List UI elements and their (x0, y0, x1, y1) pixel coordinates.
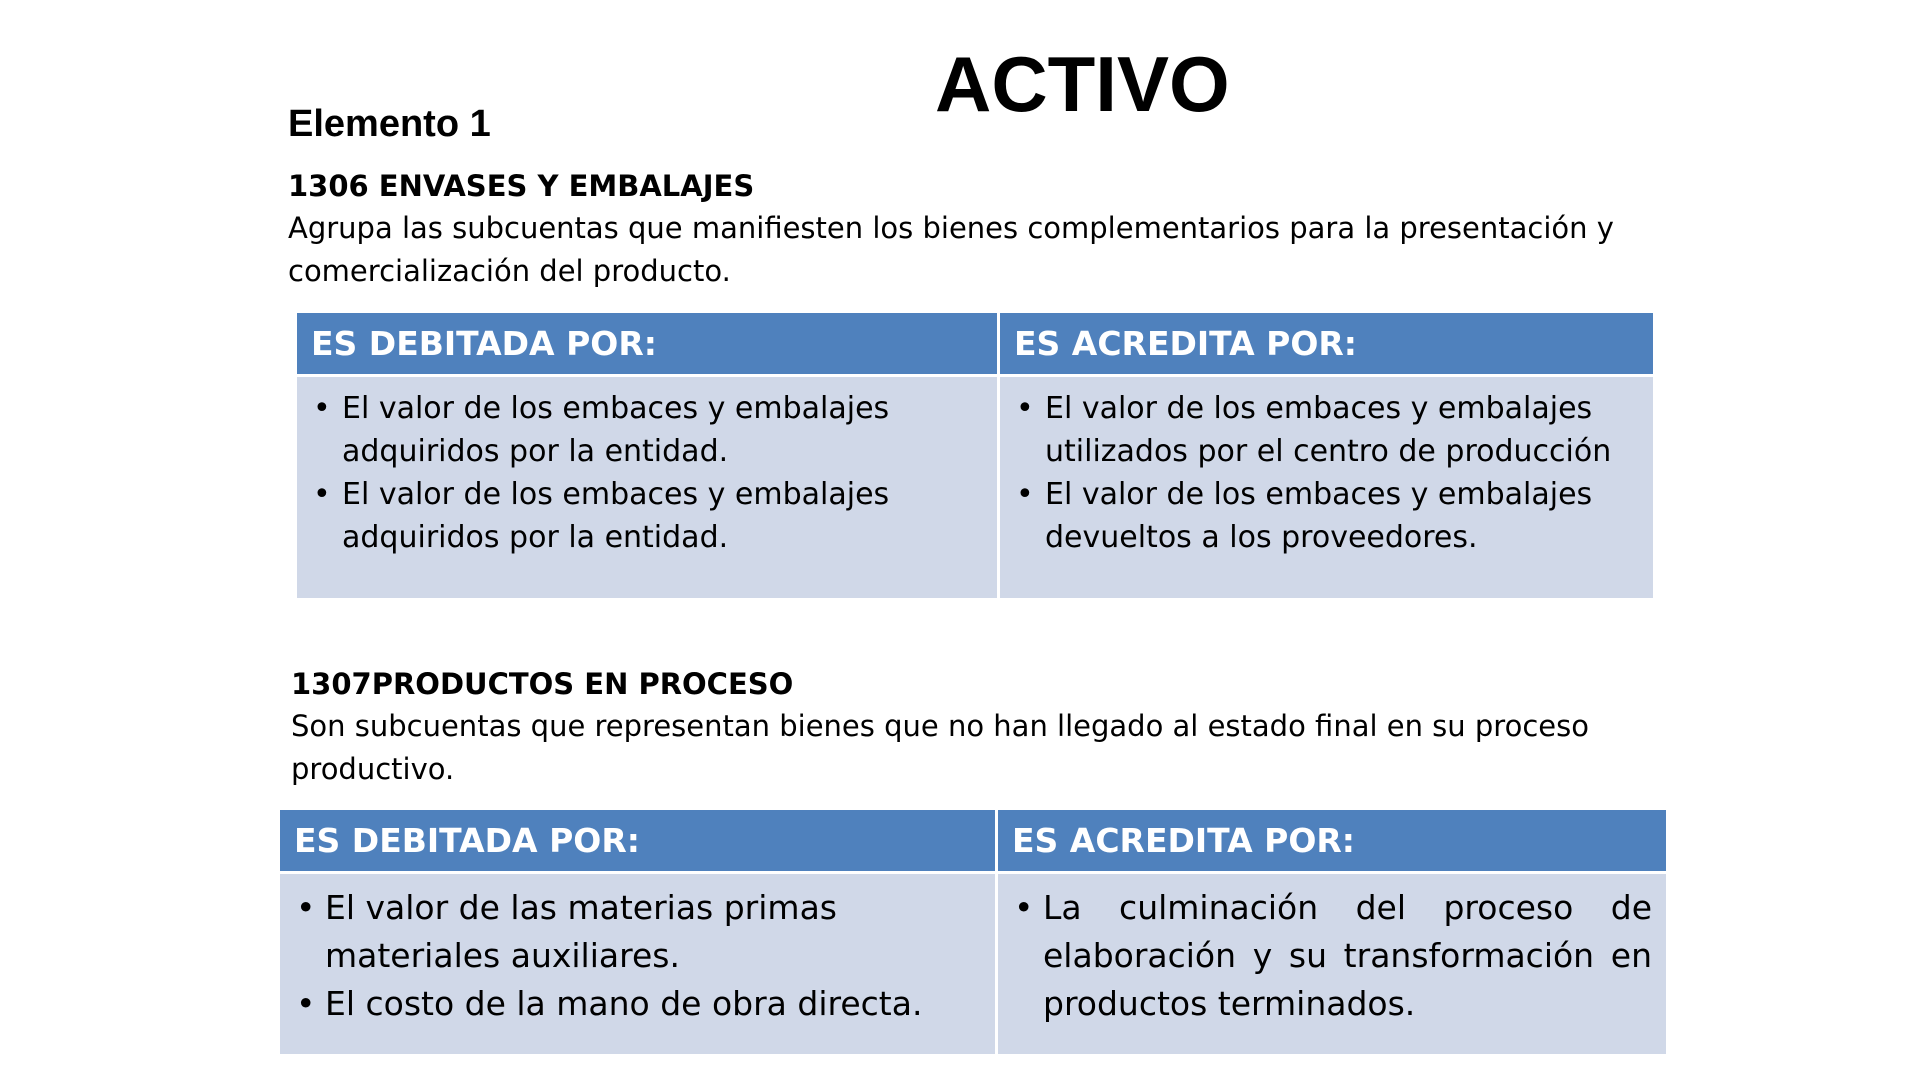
credit-header: ES ACREDITA POR: (999, 312, 1655, 376)
debit-header: ES DEBITADA POR: (279, 809, 997, 873)
debit-header: ES DEBITADA POR: (296, 312, 999, 376)
element-label: Elemento 1 (288, 103, 491, 145)
account-table-1306 (294, 310, 1656, 601)
list-item: • La culminación del proceso de elaboración y su transformación en productos terminados. (1012, 884, 1652, 1028)
section-1306 (288, 165, 1668, 293)
section-1307 (291, 663, 1631, 791)
credit-header: ES ACREDITA POR: (997, 809, 1668, 873)
list-item: • El valor de los embaces y embalajes utilizados por el centro de producción (1014, 387, 1639, 473)
section-description: Agrupa las subcuentas que manifiesten los bienes complementarios para la presentación y comercialización del producto. (288, 211, 1614, 288)
list-item: • El valor de los embaces y embalajes devueltos a los proveedores. (1014, 473, 1639, 559)
list-item: • El valor de las materias primas materiales auxiliares. (294, 884, 981, 980)
debit-cell (296, 376, 999, 600)
slide-title: ACTIVO (935, 40, 1230, 128)
debit-cell (279, 873, 997, 1056)
list-item: • El costo de la mano de obra directa. (294, 980, 981, 1028)
list-item: • El valor de los embaces y embalajes adquiridos por la entidad. (311, 387, 983, 473)
section-description: Son subcuentas que representan bienes que no han llegado al estado final en su proceso productivo. (291, 709, 1589, 786)
credit-cell (999, 376, 1655, 600)
account-table-1307 (277, 807, 1669, 1057)
section-heading: 1307PRODUCTOS EN PROCESO (291, 667, 794, 701)
list-item: • El valor de los embaces y embalajes adquiridos por la entidad. (311, 473, 983, 559)
section-heading: 1306 ENVASES Y EMBALAJES (288, 169, 755, 203)
credit-cell (997, 873, 1668, 1056)
